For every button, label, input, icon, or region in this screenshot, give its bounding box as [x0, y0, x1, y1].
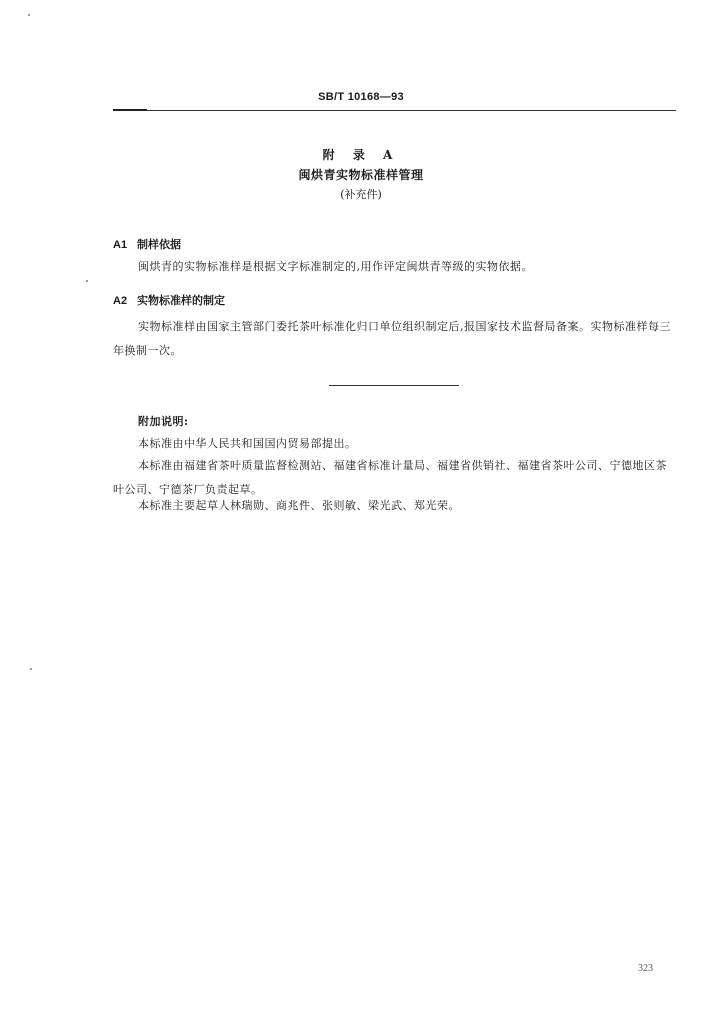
- section-a2-heading: [113, 292, 225, 308]
- end-of-text-rule: [329, 385, 459, 386]
- additional-note-line: 本标准由中华人民共和国国内贸易部提出。: [138, 437, 357, 450]
- section-a1-text: 闽烘青的实物标准样是根据文字标准制定的,用作评定闽烘青等级的实物依据。: [138, 260, 533, 273]
- appendix-title: 附 录 A: [322, 148, 400, 162]
- header-rule-accent: [113, 109, 147, 111]
- appendix-note: (补充件): [340, 188, 382, 201]
- standard-code-header: SB/T 10168—93: [318, 91, 404, 103]
- section-a1-number: A1: [113, 239, 128, 251]
- section-a2-title: 实物标准样的制定: [137, 294, 225, 307]
- page-number: 323: [638, 963, 653, 974]
- header-rule: [113, 110, 676, 111]
- section-a2-text: 实物标准样由国家主管部门委托茶叶标准化归口单位组织制定后,报国家技术监督局备案。实物标准样每三年换制一次。: [113, 320, 671, 357]
- scan-speck: [28, 14, 30, 16]
- scan-speck: [30, 668, 32, 670]
- additional-note-line: 本标准由福建省茶叶质量监督检测站、福建省标准计量局、福建省供销社、福建省茶叶公司、宁德地区茶叶公司、宁德茶厂负责起草。: [113, 459, 667, 496]
- appendix-subtitle: 闽烘青实物标准样管理: [298, 168, 424, 182]
- section-a1-title: 制样依据: [137, 238, 181, 251]
- section-a1-heading: [113, 236, 181, 252]
- scan-speck: [86, 280, 88, 282]
- section-a2-number: A2: [113, 295, 128, 307]
- additional-note-line: 本标准主要起草人林瑞勋、商兆件、张则敏、梁光武、郑光荣。: [138, 499, 460, 512]
- additional-notes-heading: 附加说明:: [138, 415, 189, 428]
